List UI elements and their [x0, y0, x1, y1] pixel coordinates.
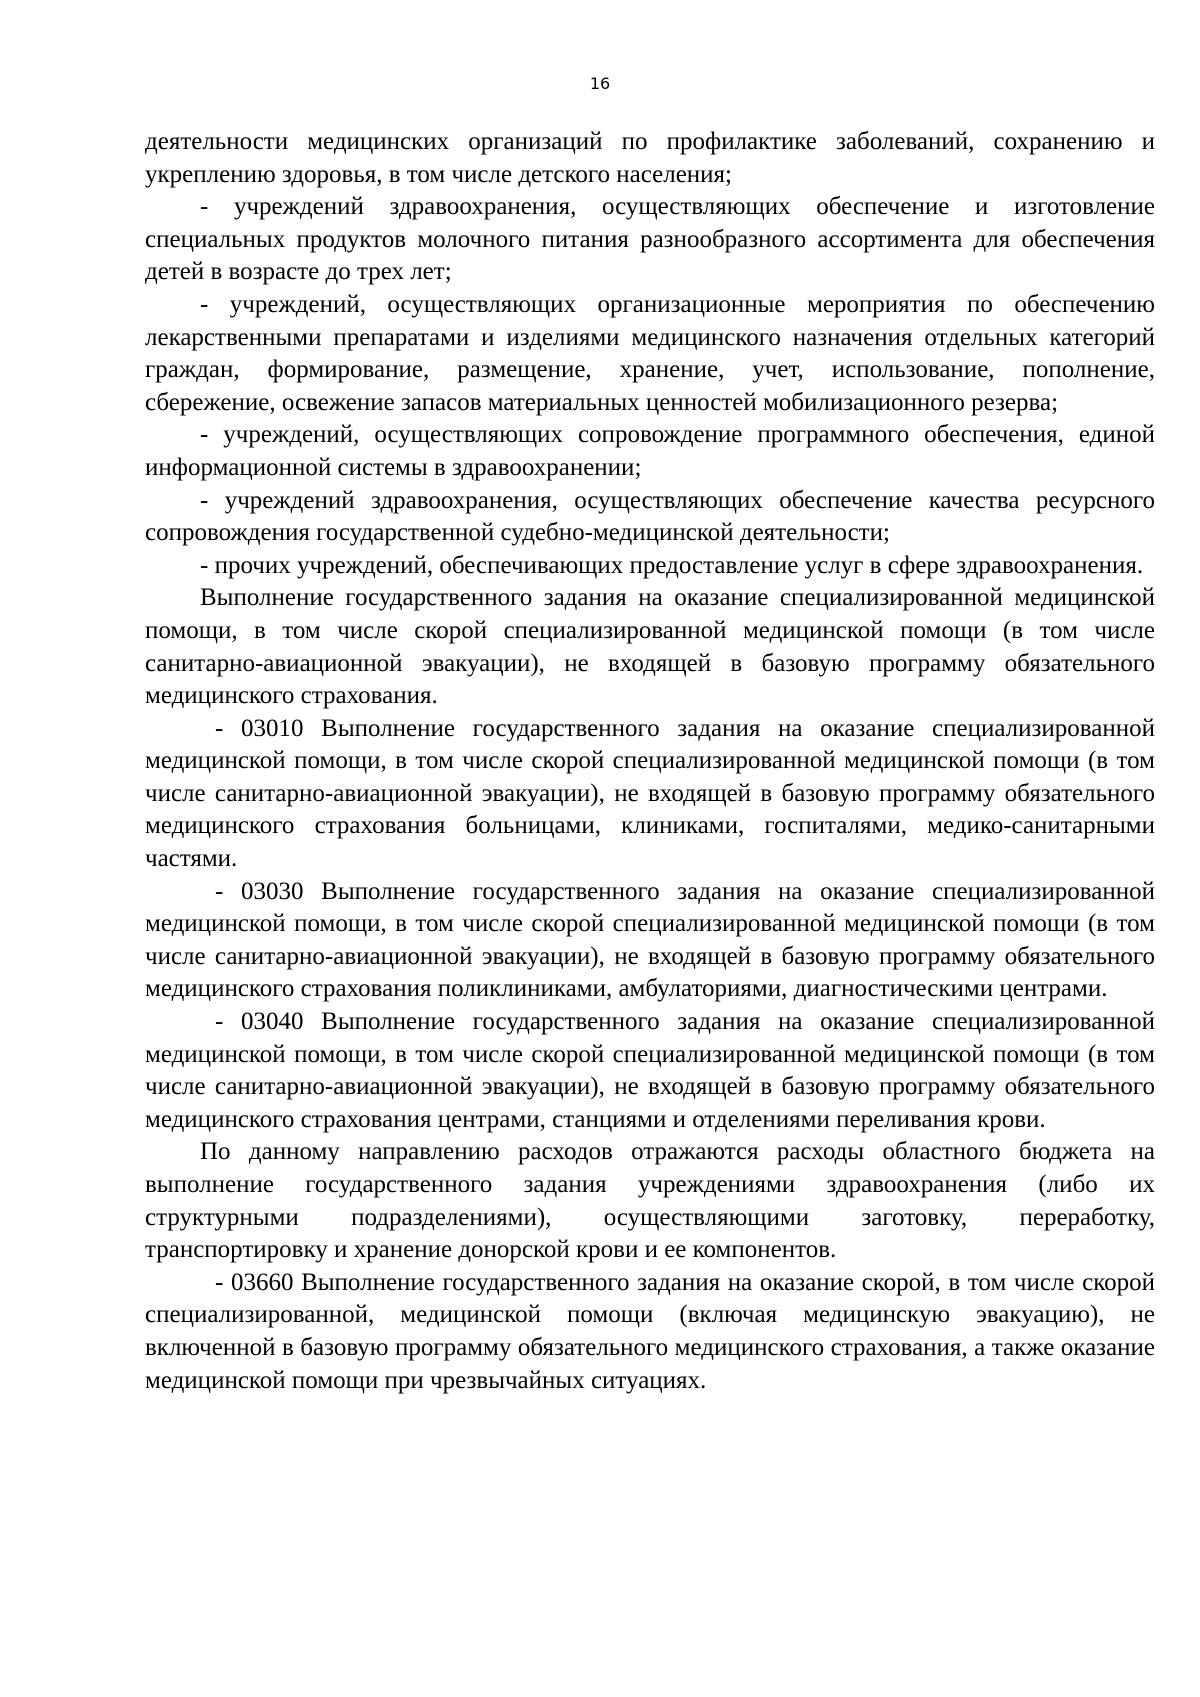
- page-number: 16: [589, 74, 611, 93]
- code-item-paragraph: - 03660 Выполнение государственного задания на оказание скорой, в том числе скорой специализированной, медицинской помощи (включая медицинскую эвакуацию), не включенной в базовую программу обязательного медицинского страхования, а также оказание медицинской помощи при чрезвычайных ситуациях.: [145, 1268, 1155, 1394]
- section-paragraph: Выполнение государственного задания на оказание специализированной медицинской помощи, в том числе скорой специализированной медицинской помощи (в том числе санитарно-авиационной эвакуации), не входящей в базовую программу обязательного медицинского страхования.: [145, 584, 1155, 710]
- list-item-paragraph: - учреждений, осуществляющих сопровождение программного обеспечения, единой информационной системы в здравоохранении;: [145, 421, 1155, 481]
- list-item-paragraph: - прочих учреждений, обеспечивающих предоставление услуг в сфере здравоохранения.: [200, 551, 1144, 579]
- code-item-paragraph: - 03030 Выполнение государственного задания на оказание специализированной медицинской помощи, в том числе скорой специализированной медицинской помощи (в том числе санитарно-авиационной эвакуации), не входящей в базовую программу обязательного медицинского страхования поликлиниками, амбулаториями, диагностическими центрами.: [145, 877, 1155, 1003]
- list-item-paragraph: - учреждений, осуществляющих организационные мероприятия по обеспечению лекарственными препаратами и изделиями медицинского назначения отдельных категорий граждан, формирование, размещение, хранение, учет, использование, пополнение, сбережение, освежение запасов материальных ценностей мобилизационного резерва;: [145, 290, 1155, 416]
- code-item-paragraph: - 03010 Выполнение государственного задания на оказание специализированной медицинской помощи, в том числе скорой специализированной медицинской помощи (в том числе санитарно-авиационной эвакуации), не входящей в базовую программу обязательного медицинского страхования больницами, клиниками, госпиталями, медико-санитарными частями.: [145, 714, 1155, 873]
- section-paragraph: По данному направлению расходов отражаются расходы областного бюджета на выполнение государственного задания учреждениями здравоохранения (либо их структурными подразделениями), осуществляющими заготовку, переработку, транспортировку и хранение донорской крови и ее компонентов.: [145, 1138, 1155, 1264]
- code-item-paragraph: - 03040 Выполнение государственного задания на оказание специализированной медицинской помощи, в том числе скорой специализированной медицинской помощи (в том числе санитарно-авиационной эвакуации), не входящей в базовую программу обязательного медицинского страхования центрами, станциями и отделениями переливания крови.: [145, 1008, 1155, 1133]
- paragraph-continuation: деятельности медицинских организаций по профилактике заболеваний, сохранению и укреплению здоровья, в том числе детского населения;: [145, 128, 1155, 188]
- list-item-paragraph: - учреждений здравоохранения, осуществляющих обеспечение качества ресурсного сопровождения государственной судебно-медицинской деятельности;: [145, 486, 1155, 547]
- list-item-paragraph: - учреждений здравоохранения, осуществляющих обеспечение и изготовление специальных продуктов молочного питания разнообразного ассортимента для обеспечения детей в возрасте до трех лет;: [145, 193, 1155, 286]
- document-body: [145, 126, 1155, 1397]
